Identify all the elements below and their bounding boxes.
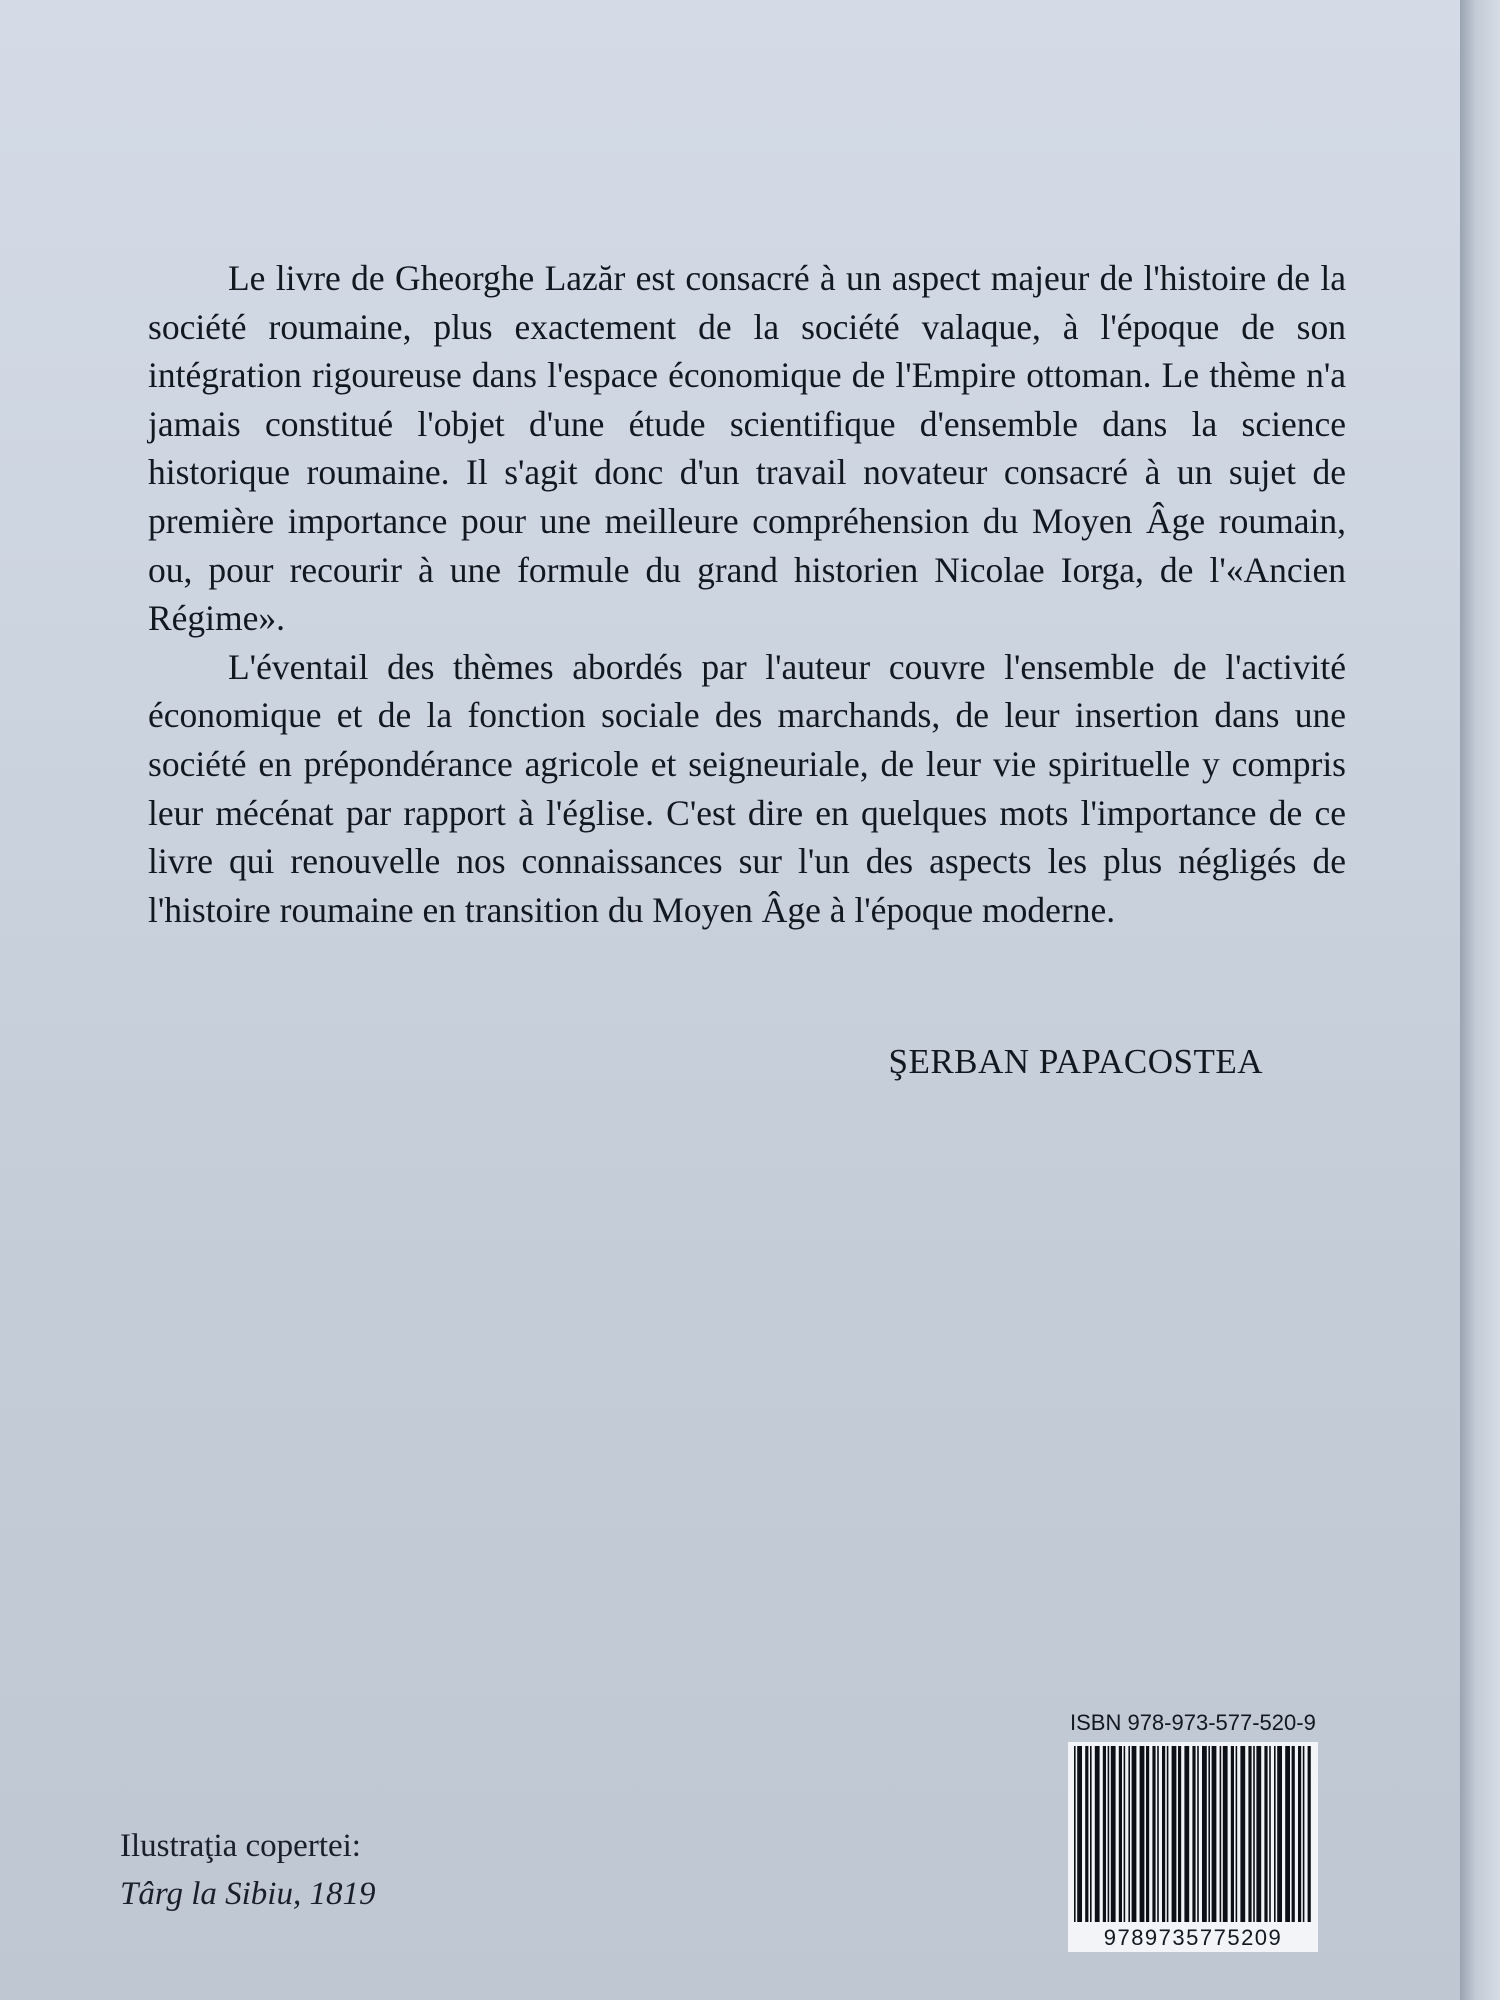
barcode-bar xyxy=(1108,1746,1110,1922)
barcode-bar xyxy=(1124,1746,1126,1922)
barcode-bar xyxy=(1132,1746,1137,1922)
barcode-bar xyxy=(1308,1746,1311,1922)
barcode-bar xyxy=(1128,1746,1130,1922)
blurb-text xyxy=(148,254,1346,934)
barcode-bar xyxy=(1085,1746,1088,1922)
barcode-bar xyxy=(1248,1746,1251,1922)
barcode-bar xyxy=(1095,1746,1100,1922)
barcode-bar xyxy=(1162,1746,1165,1922)
barcode-bar xyxy=(1240,1746,1245,1922)
barcode-bar xyxy=(1277,1746,1282,1922)
barcode-bar xyxy=(1184,1746,1189,1922)
barcode-bar xyxy=(1152,1746,1155,1922)
barcode-bar xyxy=(1119,1746,1122,1922)
barcode-bar xyxy=(1269,1746,1271,1922)
barcode-bar xyxy=(1231,1746,1234,1922)
barcode-bar xyxy=(1236,1746,1238,1922)
barcode-bar xyxy=(1146,1746,1149,1922)
barcode-bar xyxy=(1172,1746,1177,1922)
barcode-bar xyxy=(1090,1746,1092,1922)
barcode-digits: 9789735775209 xyxy=(1068,1924,1318,1952)
barcode-bar xyxy=(1192,1746,1195,1922)
blurb-paragraph-1: Le livre de Gheorghe Lazăr est consacré à un aspect majeur de l'histoire de la société roumaine, plus exactement de la société valaque, à l'époque de son intégration rigoureuse dans l'espace économique de l'Empire ottoman. Le thème n'a jamais constitué l'objet d'une étude scientifique d'ensemble dans la science historique roumaine. Il s'agit donc d'un travail novateur consacré à un sujet de première importance pour une meilleure compréhension du Moyen Âge roumain, ou, pour recourir à une formule du grand historien Nicolae Iorga, de l'«Ancien Régime». xyxy=(148,258,1346,639)
barcode-bar xyxy=(1197,1746,1199,1922)
credit-work-title: Târg la Sibiu, 1819 xyxy=(120,1876,376,1912)
barcode-bar xyxy=(1264,1746,1267,1922)
barcode-bar xyxy=(1077,1746,1082,1922)
barcode xyxy=(1068,1742,1318,1952)
barcode-bar xyxy=(1178,1746,1181,1922)
barcode-bar xyxy=(1111,1746,1116,1922)
isbn-label: ISBN 978-973-577-520-9 xyxy=(1070,1710,1316,1735)
credit-label: Ilustraţia copertei: xyxy=(120,1828,361,1864)
barcode-bar xyxy=(1303,1746,1305,1922)
isbn-block xyxy=(1068,1710,1318,1952)
blurb-signature: ŞERBAN PAPACOSTEA xyxy=(888,1042,1263,1081)
barcode-bar xyxy=(1074,1746,1076,1922)
barcode-bar xyxy=(1292,1746,1295,1922)
barcode-bar xyxy=(1167,1746,1169,1922)
barcode-bar xyxy=(1253,1746,1255,1922)
barcode-bars-graphic xyxy=(1068,1746,1318,1926)
barcode-bar xyxy=(1256,1746,1261,1922)
barcode-bar xyxy=(1212,1746,1217,1922)
blurb-paragraph-2: L'éventail des thèmes abordés par l'auteur couvre l'ensemble de l'activité économique et de la fonction sociale des marchands, de leur insertion dans une société en prépondérance agricole et seigneuriale, de leur vie spirituelle y compris leur mécénat par rapport à l'église. C'est dire en quelques mots l'importance de ce livre qui renouvelle nos connaissances sur l'un des aspects les plus négligés de l'histoire roumaine en transition du Moyen Âge à l'époque moderne. xyxy=(148,646,1346,930)
barcode-bar xyxy=(1157,1746,1159,1922)
barcode-bar xyxy=(1220,1746,1222,1922)
barcode-bar xyxy=(1202,1746,1207,1922)
barcode-bar xyxy=(1223,1746,1228,1922)
cover-illustration-credit xyxy=(120,1822,375,1918)
barcode-bar xyxy=(1298,1746,1301,1922)
barcode-bar xyxy=(1140,1746,1145,1922)
barcode-bar xyxy=(1208,1746,1210,1922)
barcode-bar xyxy=(1274,1746,1276,1922)
page-edge xyxy=(1460,0,1500,2000)
barcode-bar xyxy=(1103,1746,1106,1922)
barcode-bar xyxy=(1285,1746,1290,1922)
